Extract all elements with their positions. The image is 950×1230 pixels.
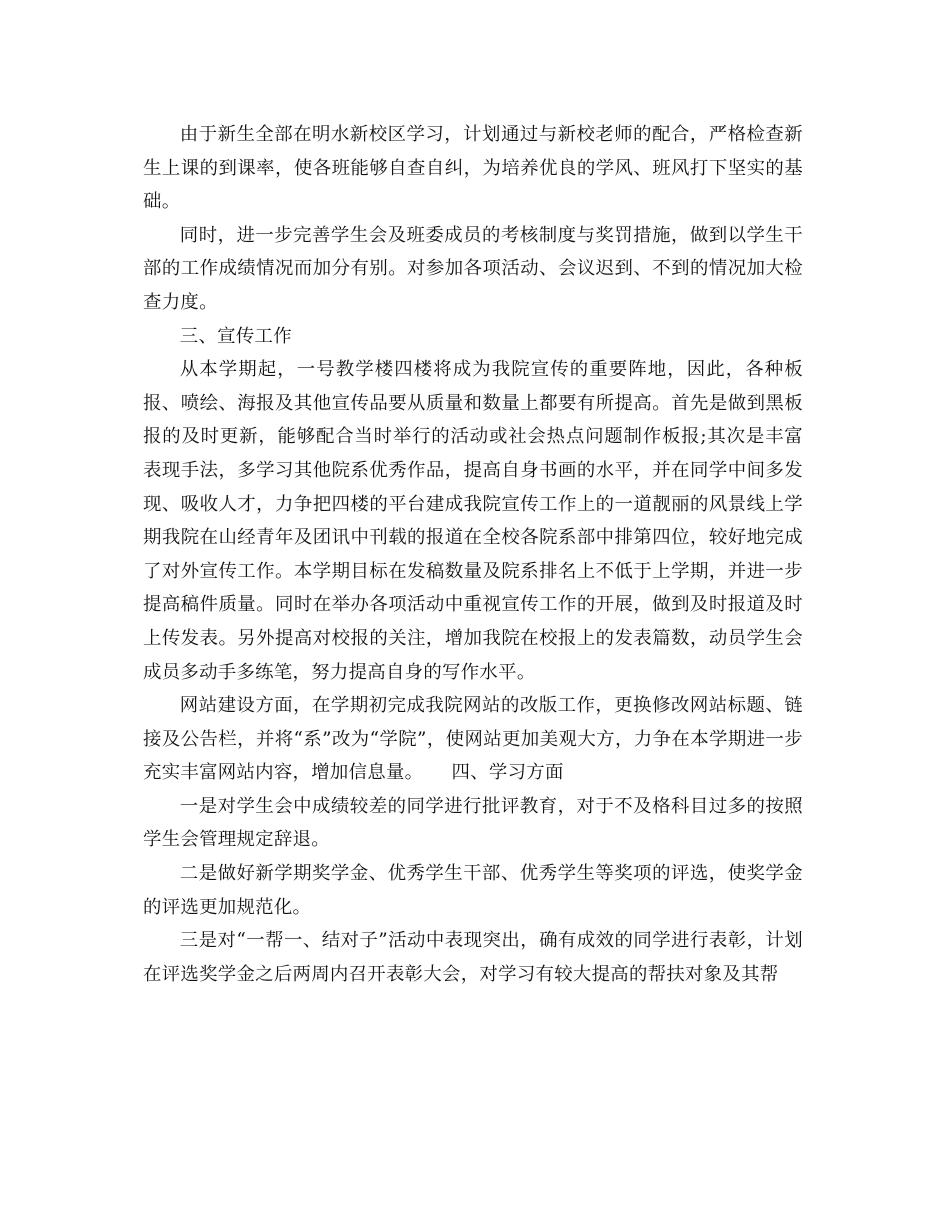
paragraph-study-point-one: 一是对学生会中成绩较差的同学进行批评教育，对于不及格科目过多的按照学生会管理规定辞退。 (143, 795, 803, 851)
paragraph-publicity-work: 从本学期起，一号教学楼四楼将成为我院宣传的重要阵地，因此，各种板报、喷绘、海报及其他宣传品要从质量和数量上都要有所提高。首先是做到黑板报的及时更新，能够配合当时举行的活动或社会热点问题制作板报;其次是丰富表现手法，多学习其他院系优秀作品，提高自身书画的水平，并在同学中间多发现、吸收人才，力争把四楼的平台建成我院宣传工作上的一道靓丽的风景线上学期我院在山经青年及团讯中刊载的报道在全校各院系部中排第四位，较好地完成了对外宣传工作。本学期目标在发稿数量及院系排名上不低于上学期，并进一步提高稿件质量。同时在举办各项活动中重视宣传工作的开展，做到及时报道及时上传发表。另外提高对校报的关注，增加我院在校报上的发表篇数，动员学生会成员多动手多练笔，努力提高自身的写作水平。 (143, 359, 803, 683)
paragraph-study-point-two: 二是做好新学期奖学金、优秀学生干部、优秀学生等奖项的评选，使奖学金的评选更加规范化。 (143, 863, 803, 918)
document-body (143, 118, 803, 991)
section-heading-publicity: 三、宣传工作 (179, 325, 292, 347)
paragraph-assessment-system: 同时，进一步完善学生会及班委成员的考核制度与奖罚措施，做到以学生干部的工作成绩情况而加分有别。对参加各项活动、会议迟到、不到的情况加大检查力度。 (143, 224, 803, 313)
paragraph-website-construction: 网站建设方面，在学期初完成我院网站的改版工作，更换修改网站标题、链接及公告栏，并将“系”改为“学院”，使网站更加美观大方，力争在本学期进一步充实丰富网站内容，增加信息量。 四、学习方面 (143, 695, 803, 784)
paragraph-new-students-attendance: 由于新生全部在明水新校区学习，计划通过与新校老师的配合，严格检查新生上课的到课率，使各班能够自查自纠，为培养优良的学风、班风打下坚实的基础。 (143, 124, 803, 213)
paragraph-study-point-three: 三是对“一帮一、结对子”活动中表现突出，确有成效的同学进行表彰，计划在评选奖学金之后两周内召开表彰大会，对学习有较大提高的帮扶对象及其帮 (143, 930, 803, 985)
